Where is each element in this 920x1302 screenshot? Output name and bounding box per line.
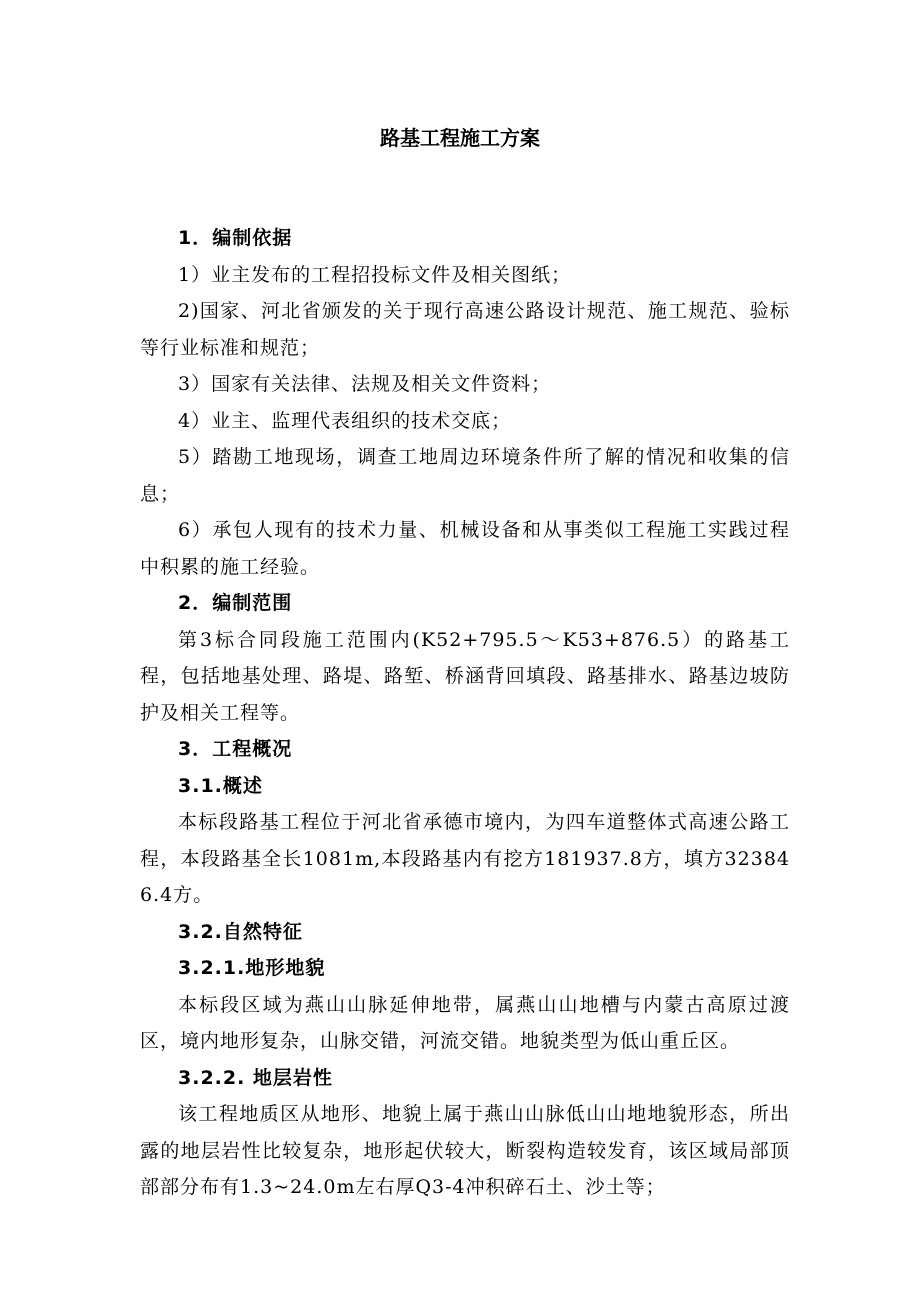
section-3-heading: 3．工程概况 [178,738,293,760]
section-1-heading: 1．编制依据 [178,227,293,249]
section-2-text: 第3标合同段施工范围内(K52+795.5～K53+876.5）的路基工程，包括地基处理、路堤、路堑、桥涵背回填段、路基排水、路基边坡防护及相关工程等。 [140,628,790,724]
section-1-item-3: 3）国家有关法律、法规及相关文件资料； [178,373,552,395]
section-1-item-6: 6）承包人现有的技术力量、机械设备和从事类似工程施工实践过程中积累的施工经验。 [140,519,790,578]
section-3-2-1-heading: 3.2.1.地形地貌 [178,957,326,979]
section-3-2-2-text: 该工程地质区从地形、地貌上属于燕山山脉低山山地地貌形态，所出露的地层岩性比较复杂，地形起伏较大，断裂构造较发育，该区域局部顶部部分布有1.3~24.0m左右厚Q3-4冲积碎石土、沙土等； [140,1103,790,1198]
section-3-1-text: 本标段路基工程位于河北省承德市境内，为四车道整体式高速公路工程，本段路基全长1081m,本段路基内有挖方181937.8方，填方323846.4方。 [140,811,790,906]
section-3-2-2-heading: 3.2.2. 地层岩性 [178,1066,333,1089]
section-1-item-2: 2)国家、河北省颁发的关于现行高速公路设计规范、施工规范、验标等行业标准和规范； [140,300,790,359]
document-title: 路基工程施工方案 [380,126,540,150]
section-3-1-heading: 3.1.概述 [178,774,263,797]
section-3-2-1-text: 本标段区域为燕山山脉延伸地带，属燕山山地槽与内蒙古高原过渡区，境内地形复杂，山脉交错，河流交错。地貌类型为低山重丘区。 [140,993,790,1052]
section-1-item-1: 1）业主发布的工程招投标文件及相关图纸； [178,263,572,286]
section-1-item-5: 5）踏勘工地现场，调查工地周边环境条件所了解的情况和收集的信息； [140,446,790,505]
section-1-item-4: 4）业主、监理代表组织的技术交底； [178,409,512,432]
section-3-2-heading: 3.2.自然特征 [178,920,303,943]
section-2-heading: 2．编制范围 [178,592,293,614]
document-body [140,220,790,1206]
